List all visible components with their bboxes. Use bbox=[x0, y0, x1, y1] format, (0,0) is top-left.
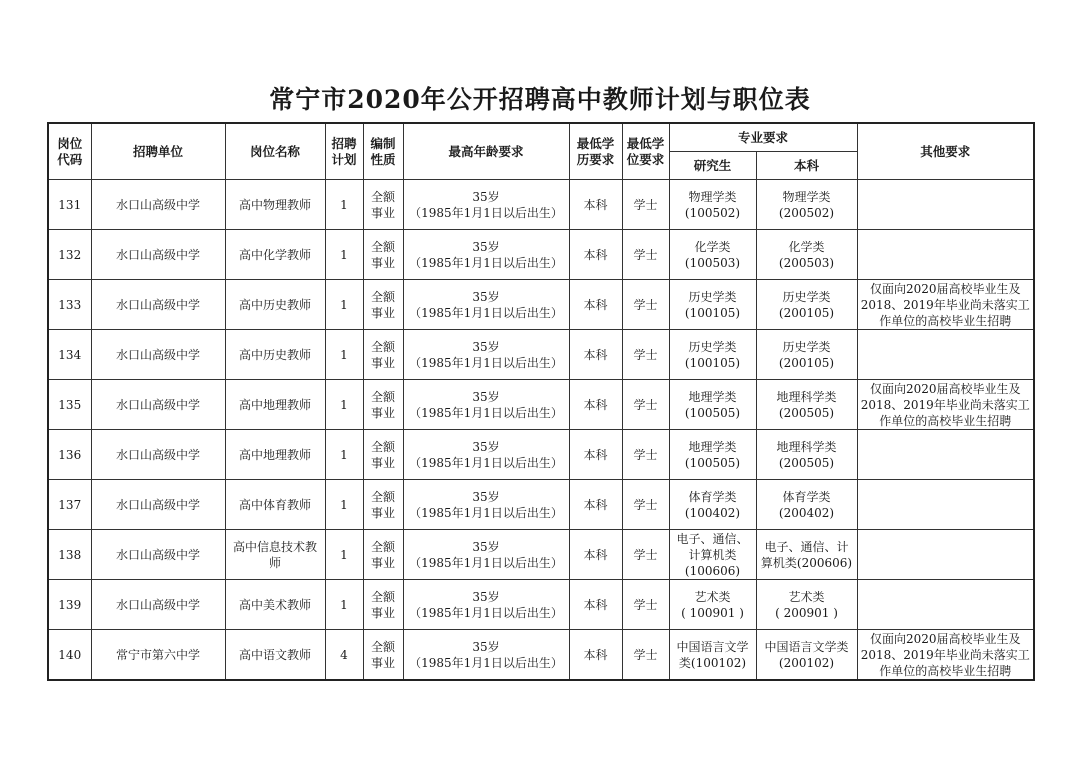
table-row bbox=[48, 180, 1034, 230]
cell-undergrad: 艺术类 ( 200901 ) bbox=[756, 580, 857, 630]
cell-undergrad: 体育学类 (200402) bbox=[756, 480, 857, 530]
cell-age: 35岁 （1985年1月1日以后出生） bbox=[403, 280, 569, 330]
header-undergrad: 本科 bbox=[756, 152, 857, 180]
cell-degree: 学士 bbox=[622, 280, 669, 330]
header-degree: 最低学 位要求 bbox=[622, 123, 669, 180]
header-age: 最高年龄要求 bbox=[403, 123, 569, 180]
header-position: 岗位名称 bbox=[225, 123, 325, 180]
cell-position: 高中化学教师 bbox=[225, 230, 325, 280]
cell-other bbox=[857, 180, 1034, 230]
cell-edu: 本科 bbox=[569, 530, 622, 580]
cell-plan: 1 bbox=[325, 230, 363, 280]
table-row bbox=[48, 530, 1034, 580]
cell-other bbox=[857, 330, 1034, 380]
cell-unit: 水口山高级中学 bbox=[91, 380, 225, 430]
cell-plan: 4 bbox=[325, 630, 363, 681]
cell-degree: 学士 bbox=[622, 330, 669, 380]
table-row bbox=[48, 480, 1034, 530]
cell-position: 高中历史教师 bbox=[225, 330, 325, 380]
header-code: 岗位 代码 bbox=[48, 123, 91, 180]
cell-nature: 全额 事业 bbox=[363, 280, 403, 330]
header-major: 专业要求 bbox=[669, 123, 857, 152]
cell-undergrad: 历史学类 (200105) bbox=[756, 280, 857, 330]
cell-nature: 全额 事业 bbox=[363, 380, 403, 430]
cell-age: 35岁 （1985年1月1日以后出生） bbox=[403, 180, 569, 230]
header-other: 其他要求 bbox=[857, 123, 1034, 180]
table-row bbox=[48, 330, 1034, 380]
cell-edu: 本科 bbox=[569, 180, 622, 230]
cell-position: 高中体育教师 bbox=[225, 480, 325, 530]
cell-undergrad: 物理学类 (200502) bbox=[756, 180, 857, 230]
page-title: 常宁市2020年公开招聘高中教师计划与职位表 bbox=[269, 85, 811, 114]
cell-degree: 学士 bbox=[622, 530, 669, 580]
cell-unit: 水口山高级中学 bbox=[91, 180, 225, 230]
cell-edu: 本科 bbox=[569, 430, 622, 480]
cell-nature: 全额 事业 bbox=[363, 330, 403, 380]
cell-grad: 电子、通信、 计算机类 (100606) bbox=[669, 530, 756, 580]
cell-plan: 1 bbox=[325, 580, 363, 630]
cell-degree: 学士 bbox=[622, 230, 669, 280]
cell-edu: 本科 bbox=[569, 630, 622, 681]
cell-degree: 学士 bbox=[622, 480, 669, 530]
cell-nature: 全额 事业 bbox=[363, 630, 403, 681]
cell-nature: 全额 事业 bbox=[363, 580, 403, 630]
cell-position: 高中语文教师 bbox=[225, 630, 325, 681]
cell-unit: 水口山高级中学 bbox=[91, 530, 225, 580]
cell-nature: 全额 事业 bbox=[363, 480, 403, 530]
cell-code: 139 bbox=[48, 580, 91, 630]
cell-position: 高中物理教师 bbox=[225, 180, 325, 230]
cell-age: 35岁 （1985年1月1日以后出生） bbox=[403, 330, 569, 380]
cell-other: 仅面向2020届高校毕业生及2018、2019年毕业尚未落实工作单位的高校毕业生招聘 bbox=[857, 280, 1034, 330]
cell-edu: 本科 bbox=[569, 480, 622, 530]
job-table bbox=[47, 122, 1035, 681]
cell-age: 35岁 （1985年1月1日以后出生） bbox=[403, 480, 569, 530]
cell-grad: 地理学类 (100505) bbox=[669, 430, 756, 480]
cell-edu: 本科 bbox=[569, 230, 622, 280]
cell-code: 138 bbox=[48, 530, 91, 580]
cell-code: 137 bbox=[48, 480, 91, 530]
cell-plan: 1 bbox=[325, 330, 363, 380]
cell-nature: 全额 事业 bbox=[363, 530, 403, 580]
cell-plan: 1 bbox=[325, 180, 363, 230]
cell-age: 35岁 （1985年1月1日以后出生） bbox=[403, 530, 569, 580]
cell-grad: 物理学类 (100502) bbox=[669, 180, 756, 230]
table-row bbox=[48, 630, 1034, 681]
header-edu: 最低学 历要求 bbox=[569, 123, 622, 180]
cell-unit: 水口山高级中学 bbox=[91, 580, 225, 630]
cell-grad: 化学类 (100503) bbox=[669, 230, 756, 280]
cell-age: 35岁 （1985年1月1日以后出生） bbox=[403, 380, 569, 430]
table-row bbox=[48, 430, 1034, 480]
cell-grad: 历史学类 (100105) bbox=[669, 280, 756, 330]
cell-other: 仅面向2020届高校毕业生及2018、2019年毕业尚未落实工作单位的高校毕业生招聘 bbox=[857, 380, 1034, 430]
header-grad: 研究生 bbox=[669, 152, 756, 180]
cell-other bbox=[857, 530, 1034, 580]
cell-code: 132 bbox=[48, 230, 91, 280]
cell-unit: 水口山高级中学 bbox=[91, 480, 225, 530]
cell-code: 140 bbox=[48, 630, 91, 681]
cell-unit: 水口山高级中学 bbox=[91, 230, 225, 280]
cell-position: 高中历史教师 bbox=[225, 280, 325, 330]
cell-position: 高中信息技术教 师 bbox=[225, 530, 325, 580]
cell-degree: 学士 bbox=[622, 430, 669, 480]
cell-code: 133 bbox=[48, 280, 91, 330]
cell-code: 134 bbox=[48, 330, 91, 380]
cell-code: 131 bbox=[48, 180, 91, 230]
cell-code: 135 bbox=[48, 380, 91, 430]
header-nature: 编制 性质 bbox=[363, 123, 403, 180]
cell-degree: 学士 bbox=[622, 580, 669, 630]
cell-degree: 学士 bbox=[622, 180, 669, 230]
cell-nature: 全额 事业 bbox=[363, 430, 403, 480]
cell-unit: 水口山高级中学 bbox=[91, 330, 225, 380]
cell-position: 高中地理教师 bbox=[225, 380, 325, 430]
cell-undergrad: 中国语言文学类 (200102) bbox=[756, 630, 857, 681]
cell-unit: 水口山高级中学 bbox=[91, 430, 225, 480]
cell-edu: 本科 bbox=[569, 330, 622, 380]
cell-other: 仅面向2020届高校毕业生及2018、2019年毕业尚未落实工作单位的高校毕业生招聘 bbox=[857, 630, 1034, 681]
cell-other bbox=[857, 480, 1034, 530]
cell-age: 35岁 （1985年1月1日以后出生） bbox=[403, 580, 569, 630]
cell-plan: 1 bbox=[325, 530, 363, 580]
cell-plan: 1 bbox=[325, 430, 363, 480]
cell-grad: 历史学类 (100105) bbox=[669, 330, 756, 380]
cell-undergrad: 电子、通信、计 算机类(200606) bbox=[756, 530, 857, 580]
cell-grad: 体育学类 (100402) bbox=[669, 480, 756, 530]
table-row bbox=[48, 280, 1034, 330]
cell-unit: 常宁市第六中学 bbox=[91, 630, 225, 681]
cell-plan: 1 bbox=[325, 280, 363, 330]
cell-age: 35岁 （1985年1月1日以后出生） bbox=[403, 230, 569, 280]
table-row bbox=[48, 230, 1034, 280]
cell-degree: 学士 bbox=[622, 630, 669, 681]
cell-degree: 学士 bbox=[622, 380, 669, 430]
cell-edu: 本科 bbox=[569, 280, 622, 330]
cell-nature: 全额 事业 bbox=[363, 180, 403, 230]
cell-position: 高中地理教师 bbox=[225, 430, 325, 480]
cell-grad: 艺术类 ( 100901 ) bbox=[669, 580, 756, 630]
cell-plan: 1 bbox=[325, 380, 363, 430]
table-row bbox=[48, 380, 1034, 430]
table-row bbox=[48, 580, 1034, 630]
cell-age: 35岁 （1985年1月1日以后出生） bbox=[403, 630, 569, 681]
cell-undergrad: 化学类 (200503) bbox=[756, 230, 857, 280]
cell-other bbox=[857, 430, 1034, 480]
cell-plan: 1 bbox=[325, 480, 363, 530]
cell-unit: 水口山高级中学 bbox=[91, 280, 225, 330]
cell-undergrad: 地理科学类 (200505) bbox=[756, 380, 857, 430]
cell-undergrad: 历史学类 (200105) bbox=[756, 330, 857, 380]
header-plan: 招聘 计划 bbox=[325, 123, 363, 180]
cell-edu: 本科 bbox=[569, 580, 622, 630]
cell-other bbox=[857, 230, 1034, 280]
cell-edu: 本科 bbox=[569, 380, 622, 430]
header-unit: 招聘单位 bbox=[91, 123, 225, 180]
cell-position: 高中美术教师 bbox=[225, 580, 325, 630]
cell-undergrad: 地理科学类 (200505) bbox=[756, 430, 857, 480]
cell-other bbox=[857, 580, 1034, 630]
cell-nature: 全额 事业 bbox=[363, 230, 403, 280]
cell-grad: 中国语言文学 类(100102) bbox=[669, 630, 756, 681]
cell-grad: 地理学类 (100505) bbox=[669, 380, 756, 430]
cell-code: 136 bbox=[48, 430, 91, 480]
cell-age: 35岁 （1985年1月1日以后出生） bbox=[403, 430, 569, 480]
